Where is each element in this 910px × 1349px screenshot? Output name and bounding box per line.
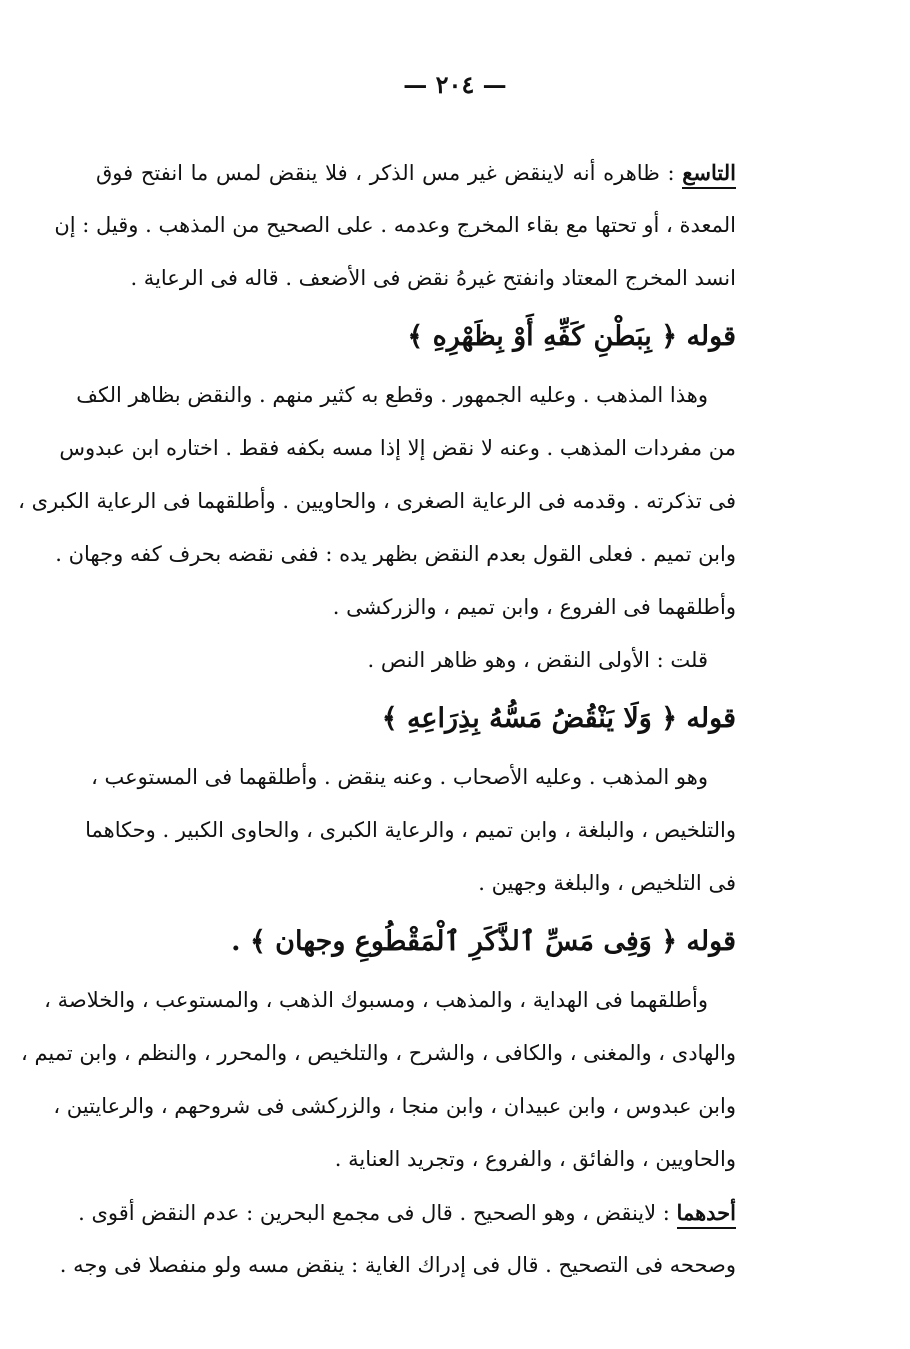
paragraph-line: قلت : الأولى النقض ، وهو ظاهر النص .	[367, 648, 708, 672]
paragraph-line: وابن تميم . فعلى القول بعدم النقض بظهر يده : ففى نقضه بحرف كفه وجهان .	[55, 542, 736, 566]
paragraph-line: والتلخيص ، والبلغة ، وابن تميم ، والرعاية الكبرى ، والحاوى الكبير . وحكاهما	[85, 818, 736, 842]
paragraph-line: والحاويين ، والفائق ، والفروع ، وتجريد العناية .	[334, 1147, 736, 1171]
paragraph-line: فى تذكرته . وقدمه فى الرعاية الصغرى ، والحاويين . وأطلقهما فى الرعاية الكبرى ،	[18, 489, 736, 513]
section-lead-word: أحدهما	[677, 1200, 736, 1229]
page-body	[18, 146, 736, 1292]
paragraph-line: انسد المخرج المعتاد وانفتح غيرهُ نقض فى الأضعف . قاله فى الرعاية .	[130, 266, 736, 290]
paragraph-line: وهذا المذهب . وعليه الجمهور . وقطع به كثير منهم . والنقض بظاهر الكف	[76, 383, 708, 407]
commentary-heading: قوله ﴿ بِبَطْنِ كَفِّهِ أَوْ بِظَهْرِهِ ﴾	[407, 321, 736, 352]
paragraph-line: من مفردات المذهب . وعنه لا نقض إلا إذا مسه بكفه فقط . اختاره ابن عبدوس	[59, 436, 736, 460]
paragraph-line: وأطلقهما فى الفروع ، وابن تميم ، والزركشى .	[332, 595, 736, 619]
paragraph-line	[96, 146, 736, 199]
line-text: : لاينقض ، وهو الصحيح . قال فى مجمع البحرين : عدم النقض أقوى .	[78, 1201, 670, 1225]
paragraph-line	[78, 1186, 736, 1239]
commentary-heading: قوله ﴿ وَفِى مَسِّ ٱلذَّكَرِ ٱلْمَقْطُوعِ وجهان ﴾ .	[231, 926, 736, 957]
line-text: : ظاهره أنه لاينقض غير مس الذكر ، فلا ينقض لمس ما انفتح فوق	[96, 161, 675, 185]
paragraph-line: المعدة ، أو تحتها مع بقاء المخرج وعدمه . على الصحيح من المذهب . وقيل : إن	[54, 213, 736, 237]
page-number: — ٢٠٤ —	[403, 70, 507, 99]
paragraph-line: وهو المذهب . وعليه الأصحاب . وعنه ينقض . وأطلقهما فى المستوعب ،	[91, 765, 708, 789]
commentary-heading: قوله ﴿ وَلَا يَنْقُضُ مَسُّهُ بِذِرَاعِهِ ﴾	[381, 703, 736, 734]
paragraph-line: وصححه فى التصحيح . قال فى إدراك الغاية : ينقض مسه ولو منفصلا فى وجه .	[59, 1253, 736, 1277]
paragraph-line: وأطلقهما فى الهداية ، والمذهب ، ومسبوك الذهب ، والمستوعب ، والخلاصة ،	[44, 988, 708, 1012]
paragraph-line: فى التلخيص ، والبلغة وجهين .	[478, 871, 736, 895]
paragraph-line: والهادى ، والمغنى ، والكافى ، والشرح ، والتلخيص ، والمحرر ، والنظم ، وابن تميم ،	[20, 1041, 736, 1065]
paragraph-line: وابن عبدوس ، وابن عبيدان ، وابن منجا ، والزركشى فى شروحهم ، والرعايتين ،	[53, 1094, 736, 1118]
section-lead-word: التاسع	[682, 160, 736, 189]
